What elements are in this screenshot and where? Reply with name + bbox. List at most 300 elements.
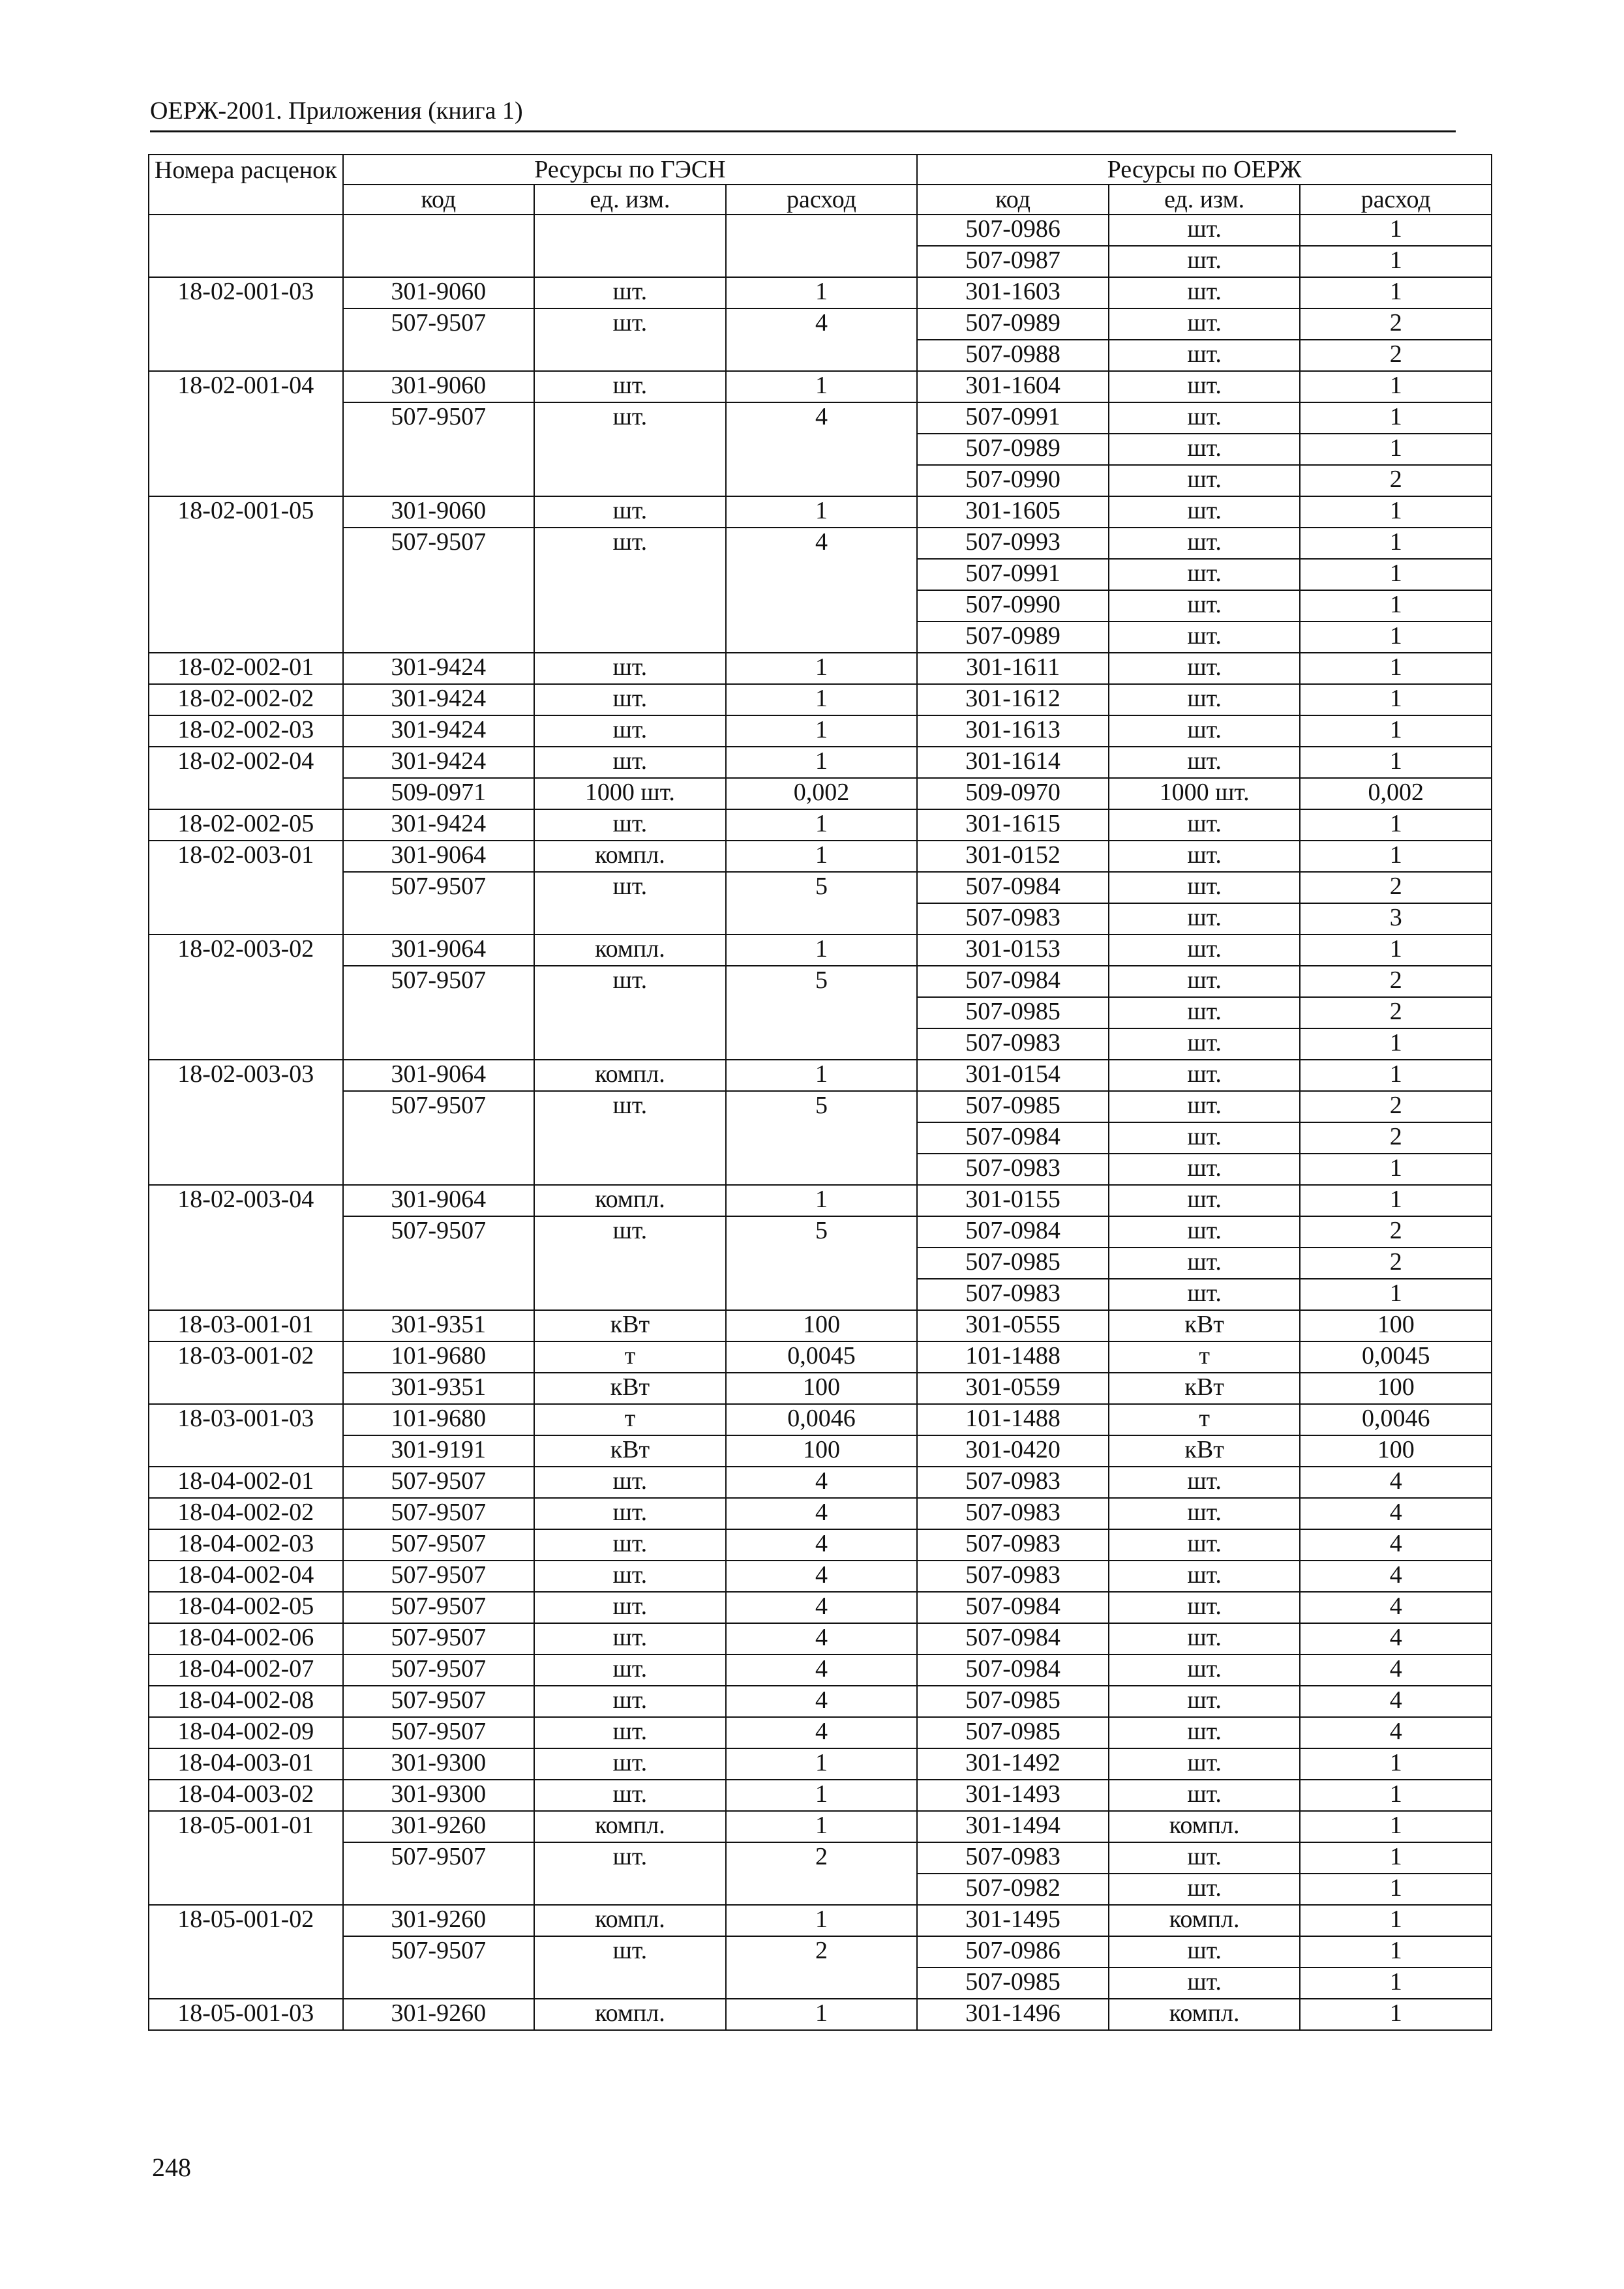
cell-oerzh-qty: 1: [1300, 1811, 1492, 1842]
cell-oerzh-qty: 4: [1300, 1561, 1492, 1592]
cell-rate-number: 18-02-003-03: [149, 1060, 343, 1185]
cell-gesn-code: 507-9507: [343, 1936, 535, 1999]
cell-oerzh-code: 301-1611: [917, 653, 1109, 684]
cell-oerzh-unit: компл.: [1109, 1999, 1301, 2030]
cell-oerzh-qty: 1: [1300, 528, 1492, 559]
table-row: [149, 872, 1492, 903]
cell-gesn-code: 507-9507: [343, 1686, 535, 1717]
cell-oerzh-qty: 100: [1300, 1310, 1492, 1341]
cell-oerzh-code: 507-0982: [917, 1874, 1109, 1905]
cell-oerzh-qty: 4: [1300, 1467, 1492, 1498]
table-header: [149, 155, 1492, 215]
cell-oerzh-code: 301-1495: [917, 1905, 1109, 1936]
cell-oerzh-code: 507-0993: [917, 528, 1109, 559]
cell-oerzh-unit: шт.: [1109, 1091, 1301, 1122]
table-row: [149, 308, 1492, 340]
cell-oerzh-qty: 1: [1300, 246, 1492, 277]
cell-gesn-code: 301-9424: [343, 715, 535, 747]
cell-gesn-unit: шт.: [534, 1623, 726, 1654]
cell-oerzh-unit: компл.: [1109, 1811, 1301, 1842]
cell-oerzh-qty: 1: [1300, 402, 1492, 434]
table-row: [149, 1748, 1492, 1780]
cell-oerzh-unit: компл.: [1109, 1905, 1301, 1936]
cell-gesn-qty: 100: [726, 1435, 918, 1467]
cell-gesn-code: 301-9191: [343, 1435, 535, 1467]
cell-oerzh-unit: шт.: [1109, 308, 1301, 340]
cell-oerzh-qty: 1: [1300, 841, 1492, 872]
cell-oerzh-qty: 1: [1300, 621, 1492, 653]
cell-oerzh-unit: шт.: [1109, 1185, 1301, 1216]
cell-oerzh-code: 507-0989: [917, 434, 1109, 465]
cell-gesn-unit: компл.: [534, 1999, 726, 2030]
cell-rate-number: 18-02-001-03: [149, 277, 343, 371]
cell-gesn-qty: 0,0045: [726, 1341, 918, 1373]
table-row: [149, 778, 1492, 809]
cell-rate-number: 18-03-001-02: [149, 1341, 343, 1404]
cell-oerzh-code: 507-0986: [917, 1936, 1109, 1967]
cell-gesn-code: 301-9064: [343, 841, 535, 872]
cell-oerzh-code: 507-0985: [917, 1686, 1109, 1717]
cell-gesn-code: 301-9351: [343, 1310, 535, 1341]
cell-oerzh-qty: 1: [1300, 1279, 1492, 1310]
table-row: [149, 371, 1492, 402]
cell-gesn-qty: 1: [726, 371, 918, 402]
cell-gesn-unit: шт.: [534, 1216, 726, 1310]
cell-gesn-qty: 1: [726, 684, 918, 715]
cell-oerzh-qty: 1: [1300, 559, 1492, 590]
cell-oerzh-unit: шт.: [1109, 653, 1301, 684]
table-row: [149, 1592, 1492, 1623]
cell-oerzh-unit: т: [1109, 1341, 1301, 1373]
cell-oerzh-unit: шт.: [1109, 1842, 1301, 1874]
cell-gesn-code: 301-9064: [343, 935, 535, 966]
cell-oerzh-unit: шт.: [1109, 434, 1301, 465]
table-row: [149, 1561, 1492, 1592]
cell-oerzh-code: 507-0983: [917, 1842, 1109, 1874]
cell-gesn-unit: шт.: [534, 1561, 726, 1592]
cell-gesn-qty: 100: [726, 1373, 918, 1404]
cell-gesn-qty: 4: [726, 308, 918, 371]
table-row: [149, 1060, 1492, 1091]
cell-gesn-qty: 4: [726, 1592, 918, 1623]
cell-rate-number: 18-02-001-04: [149, 371, 343, 496]
header-oerzh-code: код: [917, 185, 1109, 215]
cell-rate-number: 18-04-002-02: [149, 1498, 343, 1529]
cell-rate-number: 18-02-002-01: [149, 653, 343, 684]
cell-oerzh-code: 507-0988: [917, 340, 1109, 371]
cell-gesn-unit: кВт: [534, 1373, 726, 1404]
cell-oerzh-unit: шт.: [1109, 371, 1301, 402]
cell-rate-number: 18-05-001-02: [149, 1905, 343, 1999]
cell-oerzh-unit: шт.: [1109, 496, 1301, 528]
cell-oerzh-code: 101-1488: [917, 1404, 1109, 1435]
table-body: [149, 215, 1492, 2030]
cell-oerzh-code: 301-1615: [917, 809, 1109, 841]
cell-oerzh-qty: 1: [1300, 1780, 1492, 1811]
cell-oerzh-unit: шт.: [1109, 277, 1301, 308]
cell-gesn-unit: шт.: [534, 308, 726, 371]
cell-oerzh-unit: кВт: [1109, 1435, 1301, 1467]
header-gesn-unit: ед. изм.: [534, 185, 726, 215]
cell-oerzh-code: 301-0155: [917, 1185, 1109, 1216]
cell-oerzh-unit: кВт: [1109, 1373, 1301, 1404]
cell-gesn-unit: шт.: [534, 715, 726, 747]
cell-gesn-qty: 4: [726, 1623, 918, 1654]
cell-oerzh-qty: 4: [1300, 1717, 1492, 1748]
table-row: [149, 1341, 1492, 1373]
cell-gesn-code: 507-9507: [343, 1561, 535, 1592]
cell-gesn-code: 101-9680: [343, 1341, 535, 1373]
table-row: [149, 1999, 1492, 2030]
cell-gesn-qty: 1: [726, 715, 918, 747]
cell-oerzh-code: 301-1493: [917, 1780, 1109, 1811]
header-gesn-code: код: [343, 185, 535, 215]
cell-oerzh-qty: 2: [1300, 997, 1492, 1028]
cell-oerzh-qty: 1: [1300, 1842, 1492, 1874]
cell-oerzh-qty: 4: [1300, 1686, 1492, 1717]
cell-oerzh-qty: 1: [1300, 1905, 1492, 1936]
cell-gesn-qty: 1: [726, 496, 918, 528]
cell-gesn-code: 507-9507: [343, 1592, 535, 1623]
cell-gesn-unit: шт.: [534, 1748, 726, 1780]
cell-oerzh-code: 301-1614: [917, 747, 1109, 778]
cell-oerzh-qty: 2: [1300, 1248, 1492, 1279]
cell-gesn-unit: шт.: [534, 1936, 726, 1999]
cell-oerzh-code: 301-0420: [917, 1435, 1109, 1467]
cell-oerzh-qty: 1: [1300, 747, 1492, 778]
cell-oerzh-qty: 4: [1300, 1529, 1492, 1561]
table-row: [149, 935, 1492, 966]
cell-oerzh-code: 301-0559: [917, 1373, 1109, 1404]
cell-oerzh-code: 301-0152: [917, 841, 1109, 872]
table-row: [149, 841, 1492, 872]
cell-rate-number: 18-04-002-01: [149, 1467, 343, 1498]
cell-oerzh-qty: 2: [1300, 1216, 1492, 1248]
cell-gesn-unit: шт.: [534, 872, 726, 935]
cell-gesn-code: 507-9507: [343, 528, 535, 653]
cell-gesn-code: 507-9507: [343, 308, 535, 371]
cell-oerzh-unit: шт.: [1109, 1874, 1301, 1905]
cell-gesn-code: 301-9060: [343, 371, 535, 402]
cell-oerzh-code: 507-0990: [917, 590, 1109, 621]
table-row: [149, 809, 1492, 841]
cell-gesn-unit: шт.: [534, 496, 726, 528]
table-row: [149, 966, 1492, 997]
cell-oerzh-code: 507-0991: [917, 559, 1109, 590]
table-row: [149, 715, 1492, 747]
cell-gesn-code: [343, 215, 535, 277]
cell-oerzh-code: 507-0990: [917, 465, 1109, 496]
cell-oerzh-unit: шт.: [1109, 1248, 1301, 1279]
header-oerzh-unit: ед. изм.: [1109, 185, 1301, 215]
cell-gesn-code: 301-9064: [343, 1185, 535, 1216]
cell-gesn-code: 507-9507: [343, 1654, 535, 1686]
cell-gesn-qty: 5: [726, 966, 918, 1060]
cell-gesn-code: 507-9507: [343, 1529, 535, 1561]
cell-oerzh-code: 507-0985: [917, 1717, 1109, 1748]
cell-oerzh-code: 507-0983: [917, 1028, 1109, 1060]
cell-oerzh-unit: шт.: [1109, 246, 1301, 277]
cell-gesn-unit: компл.: [534, 841, 726, 872]
cell-gesn-code: 507-9507: [343, 872, 535, 935]
table-row: [149, 1467, 1492, 1498]
cell-oerzh-qty: 1: [1300, 434, 1492, 465]
cell-oerzh-code: 507-0985: [917, 997, 1109, 1028]
cell-gesn-code: 507-9507: [343, 1467, 535, 1498]
cell-oerzh-unit: шт.: [1109, 872, 1301, 903]
cell-gesn-unit: шт.: [534, 1529, 726, 1561]
cell-rate-number: 18-04-002-04: [149, 1561, 343, 1592]
cell-oerzh-code: 507-0984: [917, 1592, 1109, 1623]
table-row: [149, 528, 1492, 559]
cell-gesn-qty: 1: [726, 277, 918, 308]
cell-oerzh-qty: 1: [1300, 277, 1492, 308]
cell-oerzh-code: 507-0984: [917, 1216, 1109, 1248]
cell-gesn-unit: шт.: [534, 371, 726, 402]
cell-oerzh-qty: 100: [1300, 1373, 1492, 1404]
cell-gesn-unit: компл.: [534, 1905, 726, 1936]
cell-oerzh-code: 507-0983: [917, 1467, 1109, 1498]
cell-oerzh-qty: 1: [1300, 371, 1492, 402]
cell-oerzh-unit: шт.: [1109, 1122, 1301, 1154]
cell-gesn-unit: шт.: [534, 684, 726, 715]
cell-gesn-unit: компл.: [534, 1811, 726, 1842]
cell-oerzh-unit: шт.: [1109, 997, 1301, 1028]
cell-oerzh-code: 301-1603: [917, 277, 1109, 308]
cell-gesn-qty: 1: [726, 1748, 918, 1780]
cell-gesn-qty: 4: [726, 1686, 918, 1717]
cell-oerzh-code: 301-1612: [917, 684, 1109, 715]
cell-oerzh-qty: 1: [1300, 1999, 1492, 2030]
cell-gesn-code: 301-9060: [343, 277, 535, 308]
cell-oerzh-unit: шт.: [1109, 1592, 1301, 1623]
table-row: [149, 1936, 1492, 1967]
cell-gesn-unit: шт.: [534, 653, 726, 684]
cell-gesn-qty: 4: [726, 1498, 918, 1529]
cell-oerzh-unit: шт.: [1109, 340, 1301, 371]
cell-gesn-code: 507-9507: [343, 1216, 535, 1310]
cell-gesn-unit: [534, 215, 726, 277]
cell-gesn-unit: шт.: [534, 1780, 726, 1811]
cell-oerzh-code: 507-0983: [917, 1279, 1109, 1310]
cell-oerzh-unit: шт.: [1109, 715, 1301, 747]
table-row: [149, 1498, 1492, 1529]
cell-gesn-code: 301-9300: [343, 1780, 535, 1811]
page-header: ОЕРЖ-2001. Приложения (книга 1): [150, 93, 1456, 132]
cell-oerzh-qty: 1: [1300, 215, 1492, 246]
cell-oerzh-code: 301-1494: [917, 1811, 1109, 1842]
cell-rate-number: 18-04-003-02: [149, 1780, 343, 1811]
cell-oerzh-unit: шт.: [1109, 1467, 1301, 1498]
cell-gesn-unit: шт.: [534, 747, 726, 778]
table-row: [149, 1811, 1492, 1842]
cell-oerzh-qty: 1: [1300, 1967, 1492, 1999]
cell-gesn-code: 507-9507: [343, 1091, 535, 1185]
cell-gesn-qty: 0,002: [726, 778, 918, 809]
cell-oerzh-unit: шт.: [1109, 1717, 1301, 1748]
cell-gesn-unit: шт.: [534, 1467, 726, 1498]
cell-oerzh-code: 301-0153: [917, 935, 1109, 966]
table-row: [149, 1404, 1492, 1435]
cell-rate-number: 18-02-003-01: [149, 841, 343, 935]
cell-gesn-qty: 1: [726, 841, 918, 872]
cell-gesn-unit: т: [534, 1341, 726, 1373]
cell-oerzh-qty: 1: [1300, 1154, 1492, 1185]
cell-rate-number: 18-04-002-03: [149, 1529, 343, 1561]
cell-gesn-qty: 1: [726, 747, 918, 778]
cell-rate-number: 18-04-002-07: [149, 1654, 343, 1686]
cell-oerzh-qty: 1: [1300, 496, 1492, 528]
cell-oerzh-unit: шт.: [1109, 1623, 1301, 1654]
cell-oerzh-unit: шт.: [1109, 684, 1301, 715]
table-row: [149, 1216, 1492, 1248]
cell-gesn-code: 301-9424: [343, 747, 535, 778]
cell-oerzh-unit: шт.: [1109, 1936, 1301, 1967]
cell-gesn-code: 301-9424: [343, 684, 535, 715]
cell-gesn-code: 301-9060: [343, 496, 535, 528]
cell-gesn-qty: 4: [726, 528, 918, 653]
cell-oerzh-qty: 1: [1300, 715, 1492, 747]
cell-rate-number: 18-02-001-05: [149, 496, 343, 653]
cell-oerzh-unit: шт.: [1109, 841, 1301, 872]
cell-oerzh-code: 507-0989: [917, 621, 1109, 653]
cell-oerzh-unit: шт.: [1109, 402, 1301, 434]
cell-oerzh-unit: шт.: [1109, 1967, 1301, 1999]
cell-oerzh-qty: 4: [1300, 1654, 1492, 1686]
cell-gesn-code: 301-9260: [343, 1905, 535, 1936]
cell-gesn-code: 507-9507: [343, 1717, 535, 1748]
cell-rate-number: 18-04-002-06: [149, 1623, 343, 1654]
cell-oerzh-qty: 100: [1300, 1435, 1492, 1467]
cell-oerzh-qty: 1: [1300, 935, 1492, 966]
cell-oerzh-unit: шт.: [1109, 1028, 1301, 1060]
cell-oerzh-qty: 1: [1300, 1185, 1492, 1216]
cell-gesn-qty: 5: [726, 1091, 918, 1185]
cell-oerzh-qty: 4: [1300, 1623, 1492, 1654]
cell-gesn-unit: шт.: [534, 402, 726, 496]
cell-rate-number: 18-05-001-01: [149, 1811, 343, 1905]
cell-gesn-qty: 4: [726, 1717, 918, 1748]
cell-rate-number: 18-03-001-03: [149, 1404, 343, 1467]
cell-gesn-code: 507-9507: [343, 1623, 535, 1654]
cell-oerzh-unit: шт.: [1109, 1780, 1301, 1811]
header-gesn-group: Ресурсы по ГЭСН: [343, 155, 918, 185]
cell-rate-number: 18-04-002-08: [149, 1686, 343, 1717]
cell-gesn-qty: 100: [726, 1310, 918, 1341]
cell-oerzh-qty: 1: [1300, 1874, 1492, 1905]
header-oerzh-group: Ресурсы по ОЕРЖ: [917, 155, 1492, 185]
cell-oerzh-code: 301-1605: [917, 496, 1109, 528]
cell-oerzh-qty: 2: [1300, 966, 1492, 997]
cell-gesn-code: 301-9260: [343, 1999, 535, 2030]
cell-oerzh-qty: 2: [1300, 872, 1492, 903]
cell-gesn-code: 301-9424: [343, 809, 535, 841]
cell-gesn-code: 507-9507: [343, 1498, 535, 1529]
cell-rate-number: 18-03-001-01: [149, 1310, 343, 1341]
cell-gesn-unit: компл.: [534, 935, 726, 966]
cell-oerzh-qty: 1: [1300, 1748, 1492, 1780]
cell-oerzh-code: 507-0984: [917, 1623, 1109, 1654]
cell-oerzh-unit: шт.: [1109, 809, 1301, 841]
cell-rate-number: 18-02-002-05: [149, 809, 343, 841]
table-row: [149, 747, 1492, 778]
cell-gesn-qty: 1: [726, 1905, 918, 1936]
page-number: 248: [152, 2153, 191, 2182]
cell-gesn-qty: 2: [726, 1936, 918, 1999]
cell-rate-number: 18-04-002-05: [149, 1592, 343, 1623]
cell-oerzh-code: 301-0154: [917, 1060, 1109, 1091]
cell-gesn-unit: компл.: [534, 1185, 726, 1216]
cell-gesn-code: 301-9300: [343, 1748, 535, 1780]
cell-oerzh-unit: шт.: [1109, 903, 1301, 935]
cell-oerzh-unit: шт.: [1109, 559, 1301, 590]
cell-gesn-unit: шт.: [534, 277, 726, 308]
cell-oerzh-unit: шт.: [1109, 1654, 1301, 1686]
table-row: [149, 1686, 1492, 1717]
cell-oerzh-unit: 1000 шт.: [1109, 778, 1301, 809]
cell-oerzh-unit: шт.: [1109, 1748, 1301, 1780]
resources-table: [148, 154, 1492, 2031]
cell-oerzh-code: 101-1488: [917, 1341, 1109, 1373]
cell-oerzh-qty: 4: [1300, 1592, 1492, 1623]
cell-gesn-qty: [726, 215, 918, 277]
cell-oerzh-unit: кВт: [1109, 1310, 1301, 1341]
cell-gesn-qty: 4: [726, 402, 918, 496]
cell-rate-number: 18-02-002-04: [149, 747, 343, 809]
cell-oerzh-code: 507-0984: [917, 872, 1109, 903]
cell-oerzh-code: 301-1613: [917, 715, 1109, 747]
cell-gesn-qty: 1: [726, 1999, 918, 2030]
cell-gesn-code: 101-9680: [343, 1404, 535, 1435]
table-row: [149, 1780, 1492, 1811]
cell-gesn-qty: 5: [726, 872, 918, 935]
cell-gesn-qty: 1: [726, 653, 918, 684]
header-rate-numbers: Номера расценок: [149, 155, 343, 215]
cell-oerzh-code: 507-0983: [917, 1498, 1109, 1529]
cell-oerzh-code: 507-0991: [917, 402, 1109, 434]
cell-oerzh-qty: 1: [1300, 1936, 1492, 1967]
cell-oerzh-qty: 4: [1300, 1498, 1492, 1529]
cell-oerzh-unit: шт.: [1109, 1154, 1301, 1185]
cell-gesn-unit: шт.: [534, 1842, 726, 1905]
table-row: [149, 1310, 1492, 1341]
cell-oerzh-code: 507-0983: [917, 1154, 1109, 1185]
cell-gesn-qty: 2: [726, 1842, 918, 1905]
cell-gesn-unit: т: [534, 1404, 726, 1435]
cell-rate-number: 18-04-003-01: [149, 1748, 343, 1780]
cell-oerzh-code: 507-0983: [917, 903, 1109, 935]
cell-oerzh-unit: шт.: [1109, 966, 1301, 997]
cell-gesn-unit: шт.: [534, 1498, 726, 1529]
cell-oerzh-code: 507-0985: [917, 1091, 1109, 1122]
header-oerzh-qty: расход: [1300, 185, 1492, 215]
cell-gesn-qty: 0,0046: [726, 1404, 918, 1435]
cell-gesn-unit: шт.: [534, 966, 726, 1060]
cell-oerzh-unit: шт.: [1109, 1529, 1301, 1561]
table-row: [149, 215, 1492, 246]
cell-gesn-unit: шт.: [534, 1654, 726, 1686]
cell-oerzh-code: 507-0987: [917, 246, 1109, 277]
table-row: [149, 277, 1492, 308]
cell-oerzh-unit: т: [1109, 1404, 1301, 1435]
cell-oerzh-qty: 1: [1300, 1060, 1492, 1091]
cell-oerzh-code: 507-0984: [917, 1122, 1109, 1154]
cell-gesn-code: 507-9507: [343, 402, 535, 496]
cell-oerzh-code: 507-0985: [917, 1967, 1109, 1999]
cell-oerzh-qty: 0,002: [1300, 778, 1492, 809]
table-row: [149, 1091, 1492, 1122]
cell-oerzh-unit: шт.: [1109, 935, 1301, 966]
